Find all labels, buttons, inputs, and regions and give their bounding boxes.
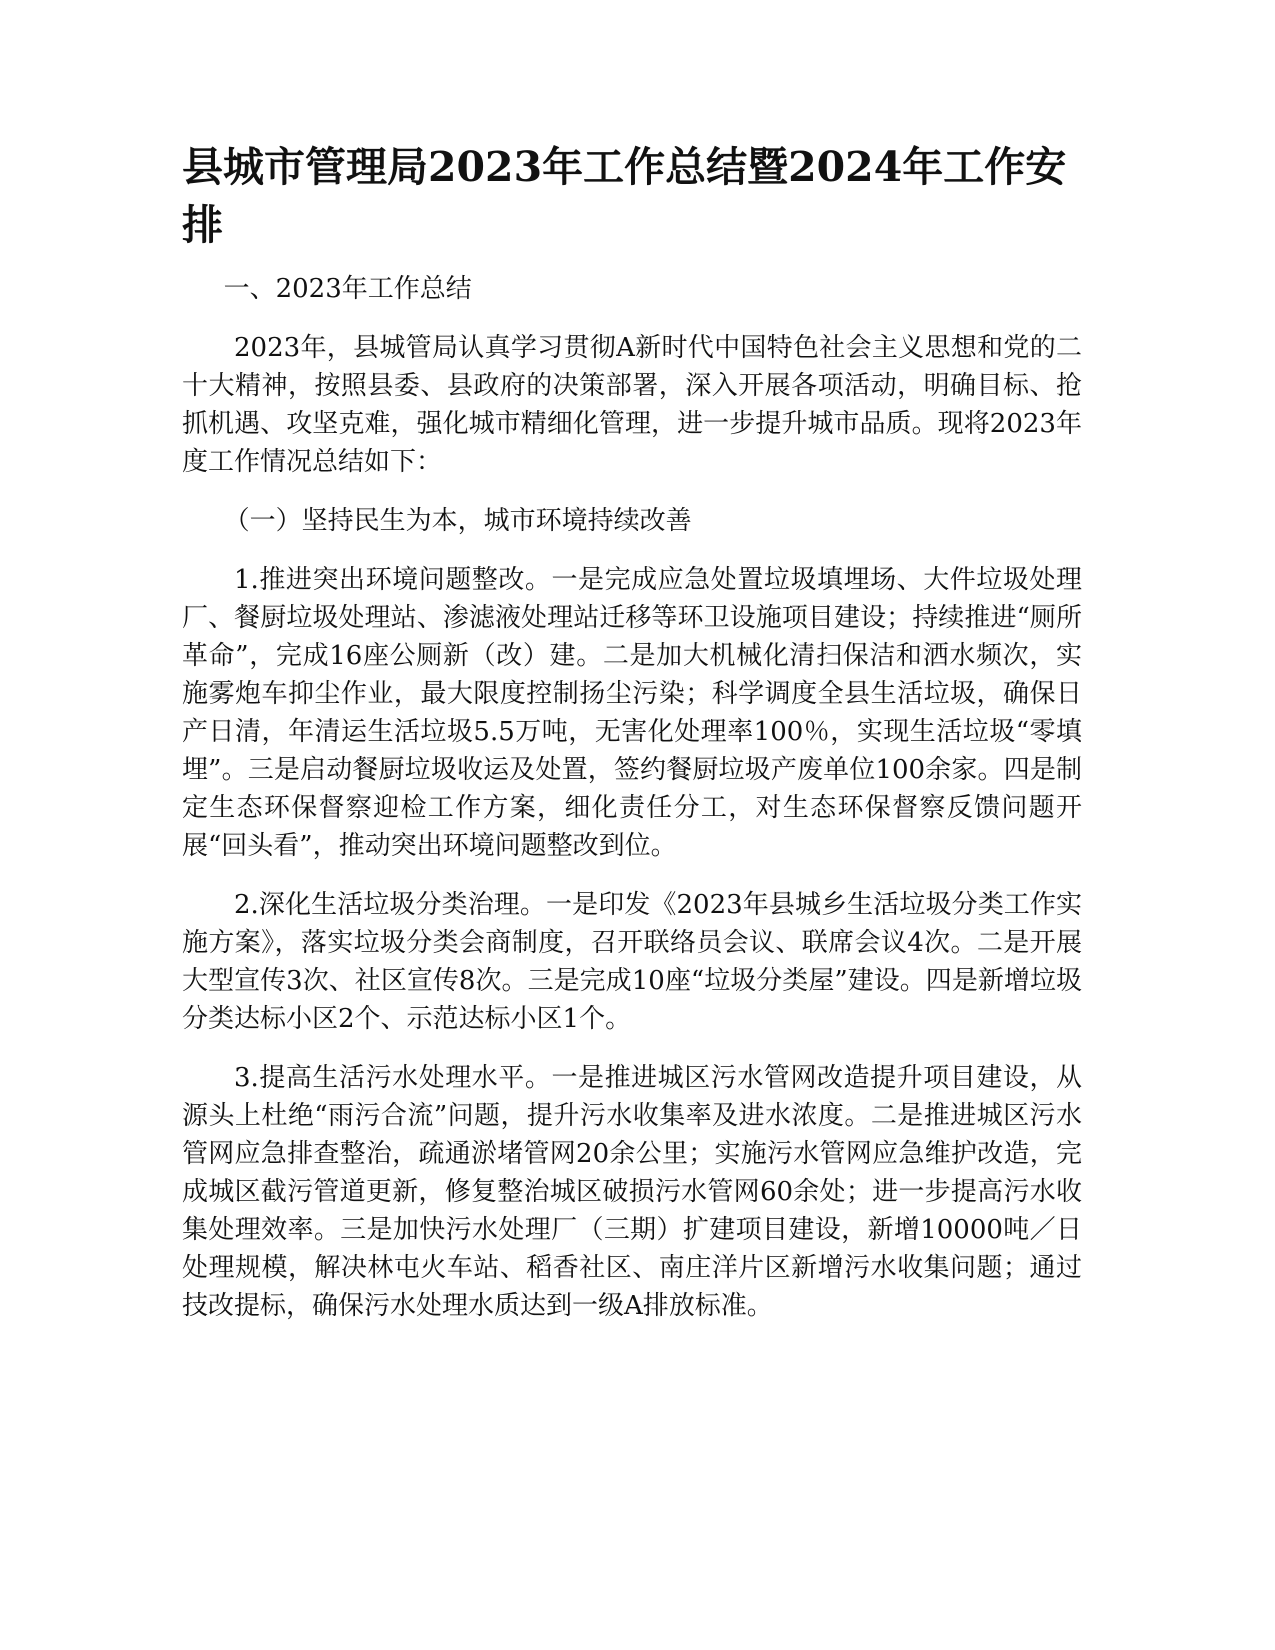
item-1-paragraph: 1.推进突出环境问题整改。一是完成应急处置垃圾填埋场、大件垃圾处理厂、餐厨垃圾处理站、渗滤液处理站迁移等环卫设施项目建设；持续推进“厕所革命”，完成16座公厕新（改）建。二是加大机械化清扫保洁和洒水频次，实施雾炮车抑尘作业，最大限度控制扬尘污染；科学调度全县生活垃圾，确保日产日清，年清运生活垃圾5.5万吨，无害化处理率100％，实现生活垃圾“零填埋”。三是启动餐厨垃圾收运及处置，签约餐厨垃圾产废单位100余家。四是制定生态环保督察迎检工作方案，细化责任分工，对生态环保督察反馈问题开展“回头看”，推动突出环境问题整改到位。: [182, 565, 1082, 861]
item-3-paragraph: 3.提高生活污水处理水平。一是推进城区污水管网改造提升项目建设，从源头上杜绝“雨污合流”问题，提升污水收集率及进水浓度。二是推进城区污水管网应急排查整治，疏通淤堵管网20余公里；实施污水管网应急维护改造，完成城区截污管道更新，修复整治城区破损污水管网60余处；进一步提高污水收集处理效率。三是加快污水处理厂（三期）扩建项目建设，新增10000吨／日处理规模，解决林屯火车站、稻香社区、南庄洋片区新增污水收集问题；通过技改提标，确保污水处理水质达到一级A排放标准。: [182, 1063, 1082, 1321]
item-2-paragraph: 2.深化生活垃圾分类治理。一是印发《2023年县城乡生活垃圾分类工作实施方案》，落实垃圾分类会商制度，召开联络员会议、联席会议4次。二是开展大型宣传3次、社区宣传8次。三是完成10座“垃圾分类屋”建设。四是新增垃圾分类达标小区2个、示范达标小区1个。: [182, 890, 1082, 1034]
intro-paragraph: 2023年，县城管局认真学习贯彻A新时代中国特色社会主义思想和党的二十大精神，按照县委、县政府的决策部署，深入开展各项活动，明确目标、抢抓机遇、攻坚克难，强化城市精细化管理，进一步提升城市品质。现将2023年度工作情况总结如下：: [182, 333, 1082, 477]
subsection-heading: （一）坚持民生为本，城市环境持续改善: [223, 506, 692, 536]
document-title: 县城市管理局2023年工作总结暨2024年工作安排: [182, 143, 1067, 249]
section-heading: 一、2023年工作总结: [223, 274, 472, 304]
document-page: [182, 138, 1082, 1346]
